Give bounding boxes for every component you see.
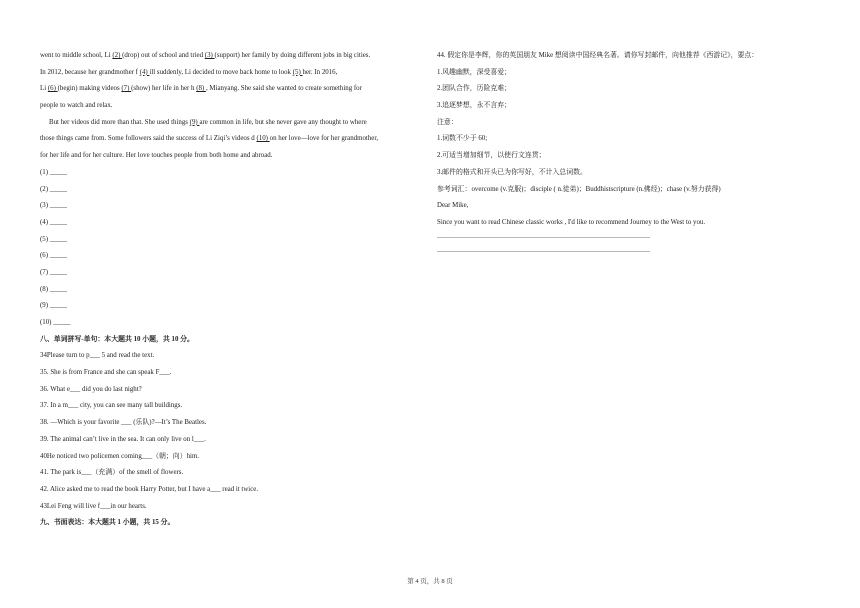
question-item: 41. The park is___（充满）of the smell of flowers. <box>40 469 184 477</box>
reading-passage <box>40 52 422 160</box>
passage-text: on her love—love for her grandmother, <box>269 135 379 143</box>
question-item: 38. —Which is your favorite ___ (乐队)?—It’s The Beatles. <box>40 419 207 427</box>
section-8-items <box>40 352 422 510</box>
passage-line <box>40 52 422 60</box>
passage-line <box>40 119 422 127</box>
blank[interactable]: (9) <box>189 118 200 126</box>
writing-point: 2.团队合作，历险克难； <box>437 85 512 93</box>
passage-line <box>40 152 422 160</box>
section-8-heading: 八、单词拼写-单句：本大题共 10 小题，共 10 分。 <box>40 335 194 343</box>
writing-notes <box>437 135 819 176</box>
question-item: 40He noticed two policemen coming___（朝；向）him. <box>40 452 200 460</box>
blank[interactable]: (10) <box>256 135 270 143</box>
passage-text: (show) her life in her h <box>131 85 197 93</box>
passage-text: Li <box>40 85 48 93</box>
passage-line <box>40 102 422 110</box>
blank[interactable]: (5) <box>292 68 303 76</box>
vocab-hint: 参考词汇：overcome (v.克服)；disciple ( n.徒弟)；Buddhistscripture (n.佛经)；chase (v.努力获得) <box>437 185 721 193</box>
passage-text: (drop) out of school and tried <box>122 52 205 59</box>
answer-blank[interactable]: (2) _____ <box>40 185 67 193</box>
writing-line[interactable] <box>437 237 650 238</box>
passage-text: people to watch and relax. <box>40 102 113 110</box>
question-item: 43Lei Feng will live f___in our hearts. <box>40 502 147 510</box>
question-item: 35. She is from France and she can speak F___. <box>40 369 172 377</box>
note-item: 2.可适当增加细节，以使行文连贯； <box>437 152 546 160</box>
answer-blank[interactable]: (8) _____ <box>40 285 67 293</box>
answer-blank[interactable]: (9) _____ <box>40 302 67 310</box>
section-9-heading: 九、书面表达：本大题共 1 小题，共 15 分。 <box>40 519 175 527</box>
answer-blank[interactable]: (5) _____ <box>40 235 67 243</box>
passage-line <box>40 135 422 143</box>
email-opening: Since you want to read Chinese classic works , I'd like to recommend Journey to the West to you. <box>437 218 706 226</box>
passage-text: ill suddenly, Li decided to move back home to look <box>149 68 293 76</box>
blank[interactable]: (2) <box>112 52 123 59</box>
blank[interactable]: (3) <box>204 52 215 59</box>
right-column <box>437 52 819 252</box>
writing-point: 3.追逐梦想，永不言弃； <box>437 102 512 110</box>
notes-title: 注意： <box>437 118 458 126</box>
writing-point: 1.风趣幽默，深受喜爱； <box>437 68 512 76</box>
passage-line <box>40 85 422 93</box>
passage-text: are common in life, but she never gave any thought to where <box>199 118 367 126</box>
email-salutation: Dear Mike, <box>437 202 469 210</box>
answer-blank[interactable]: (1) _____ <box>40 168 67 176</box>
passage-text: for her life and for her culture. Her love touches people from both home and abroad. <box>40 152 273 160</box>
passage-text: her. In 2016, <box>302 68 338 76</box>
writing-line[interactable] <box>437 251 650 252</box>
note-item: 1.词数不少于 60; <box>437 135 488 143</box>
left-column <box>40 52 422 536</box>
blank[interactable]: (4) <box>139 68 150 76</box>
passage-text: In 2012, because her grandmother f <box>40 68 140 76</box>
blank[interactable]: (6) <box>47 85 58 93</box>
writing-prompt: 44. 假定你是李辉，你的英国朋友 Mike 想阅读中国经典名著。请你写封邮件，向他推荐《西游记》，要点： <box>437 52 759 59</box>
passage-text: (begin) making videos <box>57 85 122 93</box>
passage-text: (support) her family by doing different jobs in big cities. <box>214 52 371 59</box>
answer-blank[interactable]: (6) _____ <box>40 252 67 260</box>
blank[interactable]: (8) <box>196 85 206 93</box>
note-item: 3.邮件的格式和开头已为你写好，不计入总词数。 <box>437 168 587 176</box>
answer-list <box>40 169 422 327</box>
blank[interactable]: (7) <box>121 85 132 93</box>
passage-line <box>40 69 422 77</box>
writing-points <box>437 69 819 110</box>
passage-text: went to middle school, Li <box>40 52 113 59</box>
passage-text: , Mianyang. She said she wanted to create something for <box>205 85 362 93</box>
answer-blank[interactable]: (3) _____ <box>40 202 67 210</box>
page-number: 第 4 页，共 8 页 <box>407 578 453 585</box>
question-item: 37. In a m___ city, you can see many tall buildings. <box>40 402 183 410</box>
answer-blank[interactable]: (4) _____ <box>40 218 67 226</box>
passage-text: But her videos did more than that. She used things <box>49 118 190 126</box>
passage-text: those things came from. Some followers said the success of Li Ziqi’s videos d <box>40 135 257 143</box>
question-item: 34Please turn to p___ 5 and read the text. <box>40 352 155 360</box>
question-item: 39. The animal can’t live in the sea. It can only live on l___. <box>40 435 206 443</box>
question-item: 42. Alice asked me to read the book Harry Potter, but I have a___ read it twice. <box>40 485 259 493</box>
answer-blank[interactable]: (10) _____ <box>40 319 71 326</box>
answer-blank[interactable]: (7) _____ <box>40 268 67 276</box>
question-item: 36. What e___ did you do last night? <box>40 385 142 393</box>
